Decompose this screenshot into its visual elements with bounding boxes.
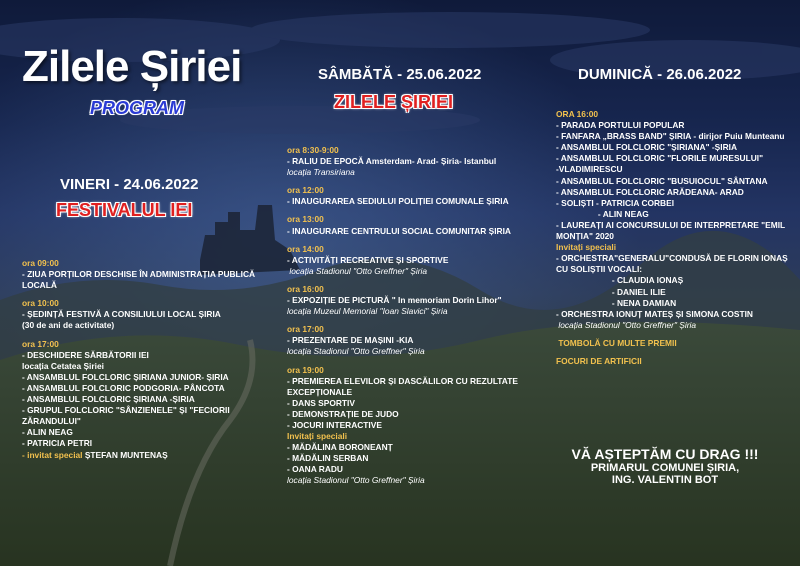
spacer	[287, 178, 527, 185]
special-guest-name: ȘTEFAN MUNTENAȘ	[82, 449, 168, 460]
location-text: locația Transiriana	[287, 167, 355, 178]
special-label: Invitați speciali	[556, 242, 617, 253]
schedule-item: - ANSAMBLUL FOLCLORIC ȘIRIANA -ȘIRIA	[22, 394, 195, 405]
schedule-line	[22, 450, 262, 461]
schedule-saturday	[287, 145, 527, 487]
time-label: ora 14:00	[287, 243, 324, 254]
event-title-saturday: ZILELE ȘIRIEI	[334, 92, 454, 112]
schedule-item: - NENA DAMIAN	[556, 297, 677, 308]
spacer	[287, 207, 527, 214]
schedule-item: - PARADA PORTULUI POPULAR	[556, 120, 685, 131]
schedule-item: CU SOLIȘTII VOCALI:	[556, 264, 643, 275]
schedule-item: - RALIU DE EPOCĂ Amsterdam- Arad- Șiria- Istanbul	[287, 156, 497, 167]
page-subtitle: PROGRAM	[90, 98, 184, 118]
spacer	[556, 349, 796, 356]
time-label: ora 16:00	[287, 283, 324, 294]
schedule-item: - ALIN NEAG	[22, 427, 73, 438]
schedule-item: - ANSAMBLUL FOLCLORIC PODGORIA- PÂNCOTA	[22, 382, 225, 393]
closing-message	[555, 446, 775, 486]
schedule-item: - LAUREAȚI AI CONCURSULUI DE INTERPRETARE "EMIL	[556, 219, 786, 230]
day-heading-sunday: DUMINICĂ - 26.06.2022	[578, 66, 742, 83]
time-label: ora 17:00	[287, 324, 324, 335]
schedule-item: - ANSAMBLUL FOLCLORIC ARĂDEANA- ARAD	[556, 186, 744, 197]
schedule-item: -VLADIMIRESCU	[556, 164, 623, 175]
location-text: locația Stadionul "Otto Greffner" Șiria	[556, 319, 697, 330]
time-label: ora 10:00	[22, 298, 59, 309]
time-label: ora 17:00	[22, 338, 59, 349]
schedule-item: - ANSAMBLUL FOLCLORIC "BUSUIOCUL" SÂNTANA	[556, 175, 768, 186]
schedule-item: - ANSAMBLUL FOLCLORIC "ȘIRIANA" -ȘIRIA	[556, 142, 738, 153]
schedule-item: ZĂRANDULUI"	[22, 416, 81, 427]
day-heading-saturday: SÂMBĂTĂ - 25.06.2022	[318, 66, 482, 83]
schedule-item: - ANSAMBLUL FOLCLORIC "FLORILE MURESULUI"	[556, 153, 764, 164]
schedule-item: - JOCURI INTERACTIVE	[287, 419, 382, 430]
time-label: ora 12:00	[287, 185, 324, 196]
schedule-item: - DANIEL ILIE	[556, 286, 666, 297]
schedule-item: EXCEPȚIONALE	[287, 386, 353, 397]
schedule-item: - SOLIȘTI - PATRICIA CORBEI	[556, 197, 675, 208]
schedule-item: - EXPOZIȚIE DE PICTURĂ " In memoriam Dorin Lihor"	[287, 295, 502, 306]
schedule-item: - ACTIVITĂȚI RECREATIVE ȘI SPORTIVE	[287, 254, 449, 265]
time-label: ora 19:00	[287, 364, 324, 375]
schedule-item: - FANFARA „BRASS BAND" ȘIRIA - dirijor Puiu Munteanu	[556, 131, 785, 142]
special-label: TOMBOLĂ CU MULTE PREMII	[556, 337, 677, 348]
schedule-item: - DESCHIDERE SĂRBĂTORII IEI	[22, 349, 149, 360]
page-title: Zilele Șiriei	[22, 42, 242, 91]
time-label: ora 8:30-9:00	[287, 145, 339, 155]
special-guest-label: - invitat special	[22, 449, 83, 460]
time-label: ora 13:00	[287, 214, 324, 225]
time-label: ora 09:00	[22, 258, 59, 268]
event-title-friday: FESTIVALUL IEI	[56, 200, 193, 220]
schedule-item: - DEMONSTRAȚIE DE JUDO	[287, 408, 399, 419]
spacer	[556, 331, 796, 338]
schedule-item: - PREMIEREA ELEVILOR ȘI DASCĂLILOR CU REZULTATE	[287, 375, 518, 386]
schedule-item: - ORCHESTRA"GENERALU"CONDUSĂ DE FLORIN IONAȘ	[556, 253, 788, 264]
location-text: locația Stadionul "Otto Greffner" Șiria	[287, 475, 425, 486]
schedule-item: - MĂDĂLINA BORONEANȚ	[287, 442, 393, 453]
spacer	[22, 291, 262, 298]
spacer	[287, 277, 527, 284]
schedule-item: - INAUGURAREA SEDIULUI POLIȚIEI COMUNALE ȘIRIA	[287, 196, 509, 207]
schedule-item: - PATRICIA PETRI	[22, 438, 93, 449]
schedule-item: MONȚIA" 2020	[556, 231, 614, 242]
special-label: FOCURI DE ARTIFICII	[556, 355, 642, 366]
schedule-item: - ZIUA PORȚILOR DESCHISE ÎN ADMINISTRAȚIA PUBLICĂ	[22, 269, 256, 280]
schedule-item: (30 de ani de activitate)	[22, 320, 115, 331]
closing-mayor-title: PRIMARUL COMUNEI ȘIRIA,	[590, 462, 740, 474]
location-text: locația Muzeul Memorial "Ioan Slavici" Șiria	[287, 306, 448, 317]
spacer	[287, 317, 527, 324]
schedule-item: - ORCHESTRA IONUȚ MATEȘ ȘI SIMONA COSTIN	[556, 308, 753, 319]
time-label: ORA 16:00	[556, 109, 599, 119]
schedule-sunday	[556, 109, 796, 367]
location-text: locația Stadionul "Otto Greffner" Șiria	[287, 346, 425, 357]
schedule-item: - CLAUDIA IONAȘ	[556, 275, 684, 286]
schedule-item: - ȘEDINȚĂ FESTIVĂ A CONSILIULUI LOCAL ȘIRIA	[22, 309, 221, 320]
schedule-item: - ANSAMBLUL FOLCLORIC ȘIRIANA JUNIOR- ȘIRIA	[22, 371, 229, 382]
schedule-item: - OANA RADU	[287, 464, 343, 475]
special-label: Invitați speciali	[287, 431, 348, 442]
day-heading-friday: VINERI - 24.06.2022	[60, 176, 199, 193]
schedule-item: - GRUPUL FOLCLORIC "SÂNZIENELE" ȘI "FECIORII	[22, 405, 230, 416]
spacer	[22, 332, 262, 339]
schedule-item: - INAUGURARE CENTRULUI SOCIAL COMUNITAR ȘIRIA	[287, 225, 511, 236]
schedule-item: - PREZENTARE DE MAȘINI -KIA	[287, 335, 414, 346]
schedule-item: - ALIN NEAG	[556, 208, 649, 219]
spacer	[287, 358, 527, 365]
schedule-friday	[22, 258, 262, 461]
closing-greeting: VĂ AȘTEPTĂM CU DRAG !!!	[571, 446, 759, 462]
schedule-item: locația Cetatea Șiriei	[22, 360, 104, 371]
schedule-item: - MĂDĂLIN SERBAN	[287, 453, 369, 464]
closing-mayor-name: ING. VALENTIN BOT	[611, 474, 719, 486]
schedule-item: LOCALĂ	[22, 280, 57, 291]
spacer	[287, 237, 527, 244]
schedule-item: - DANS SPORTIV	[287, 397, 355, 408]
location-text: locația Stadionul "Otto Greffner" Șiria	[287, 265, 428, 276]
